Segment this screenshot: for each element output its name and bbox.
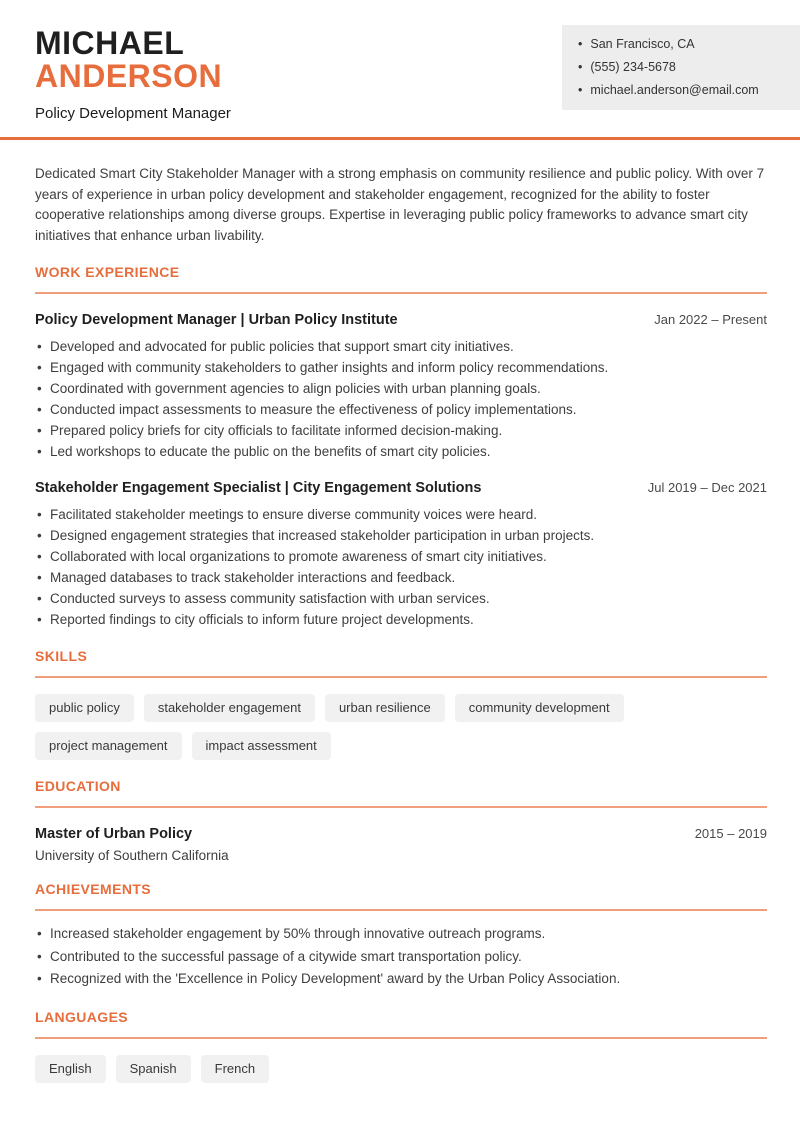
skill-tag-list xyxy=(35,694,767,760)
education-entry-left xyxy=(35,826,229,863)
job-dates: Jul 2019 – Dec 2021 xyxy=(647,480,767,495)
job-bullet: • Engaged with community stakeholders to gather insights and inform policy recommendations. xyxy=(35,357,767,378)
section-heading-skills: SKILLS xyxy=(35,648,767,678)
section-achievements xyxy=(35,881,767,991)
job-bullet: • Conducted surveys to assess community satisfaction with urban services. xyxy=(35,588,767,609)
language-tag: French xyxy=(201,1055,269,1083)
job-bullet: • Facilitated stakeholder meetings to ensure diverse community voices were heard. xyxy=(35,504,767,525)
job-entry xyxy=(35,312,767,462)
job-bullet: • Prepared policy briefs for city officials to facilitate informed decision-making. xyxy=(35,420,767,441)
contact-email xyxy=(578,79,784,102)
last-name: ANDERSON xyxy=(35,58,223,94)
job-dates: Jan 2022 – Present xyxy=(654,312,767,327)
education-entry xyxy=(35,826,767,863)
first-name: MICHAEL xyxy=(35,25,185,61)
job-bullet: • Conducted impact assessments to measure the effectiveness of policy implementations. xyxy=(35,399,767,420)
section-heading-languages: LANGUAGES xyxy=(35,1009,767,1039)
achievement-bullet-list xyxy=(35,923,767,991)
skill-tag: community development xyxy=(455,694,624,722)
contact-phone xyxy=(578,56,784,79)
contact-location xyxy=(578,33,784,56)
job-bullet: • Led workshops to educate the public on the benefits of smart city policies. xyxy=(35,441,767,462)
job-bullet: • Managed databases to track stakeholder interactions and feedback. xyxy=(35,567,767,588)
job-bullet-list xyxy=(35,504,767,630)
education-dates: 2015 – 2019 xyxy=(694,826,767,841)
job-bullet: • Designed engagement strategies that increased stakeholder participation in urban projects. xyxy=(35,525,767,546)
language-tag: English xyxy=(35,1055,106,1083)
contact-card xyxy=(562,25,800,110)
skill-tag: stakeholder engagement xyxy=(144,694,315,722)
job-bullet: • Collaborated with local organizations to promote awareness of smart city initiatives. xyxy=(35,546,767,567)
skill-tag: project management xyxy=(35,732,182,760)
job-header xyxy=(35,480,767,496)
job-bullet: • Reported findings to city officials to inform future project developments. xyxy=(35,609,767,630)
achievement-bullet: • Increased stakeholder engagement by 50% through innovative outreach programs. xyxy=(35,923,767,946)
skill-tag: urban resilience xyxy=(325,694,445,722)
job-bullet: • Developed and advocated for public policies that support smart city initiatives. xyxy=(35,336,767,357)
degree: Master of Urban Policy xyxy=(35,826,193,842)
section-education xyxy=(35,778,767,863)
job-bullet-list xyxy=(35,336,767,462)
job-header xyxy=(35,312,767,328)
section-heading-achievements: ACHIEVEMENTS xyxy=(35,881,767,911)
skill-tag: impact assessment xyxy=(192,732,331,760)
job-title: Policy Development Manager | Urban Policy Institute xyxy=(35,312,398,328)
job-title: Stakeholder Engagement Specialist | City Engagement Solutions xyxy=(35,480,482,496)
section-heading-work-experience: WORK EXPERIENCE xyxy=(35,264,767,294)
language-tag-list xyxy=(35,1055,767,1083)
job-bullet: • Coordinated with government agencies to align policies with urban planning goals. xyxy=(35,378,767,399)
job-headline: Policy Development Manager xyxy=(35,105,231,122)
section-heading-education: EDUCATION xyxy=(35,778,767,808)
resume-header xyxy=(0,0,800,140)
contact-email-text: michael.anderson@email.com xyxy=(590,83,759,97)
skill-tag: public policy xyxy=(35,694,134,722)
school: University of Southern California xyxy=(35,848,229,863)
achievement-bullet: • Contributed to the successful passage of a citywide smart transportation policy. xyxy=(35,946,767,969)
job-entry xyxy=(35,480,767,630)
contact-location-text: San Francisco, CA xyxy=(590,37,695,51)
section-languages xyxy=(35,1009,767,1083)
section-work-experience xyxy=(35,264,767,630)
language-tag: Spanish xyxy=(116,1055,191,1083)
resume-body xyxy=(0,164,800,1083)
contact-phone-text: (555) 234-5678 xyxy=(590,60,676,74)
bullet-icon: • xyxy=(578,37,583,51)
section-skills xyxy=(35,648,767,760)
achievement-bullet: • Recognized with the 'Excellence in Policy Development' award by the Urban Policy Association. xyxy=(35,968,767,991)
bullet-icon: • xyxy=(578,60,583,74)
summary-text: Dedicated Smart City Stakeholder Manager with a strong emphasis on community resilience and public policy. With over 7 years of experience in urban policy development and stakeholder engagement, recognized for the ability to foster cooperative relationships among diverse groups. Expertise in leveraging public policy frameworks to advance smart city initiatives that enhance urban livability. xyxy=(35,166,765,243)
bullet-icon: • xyxy=(578,83,583,97)
